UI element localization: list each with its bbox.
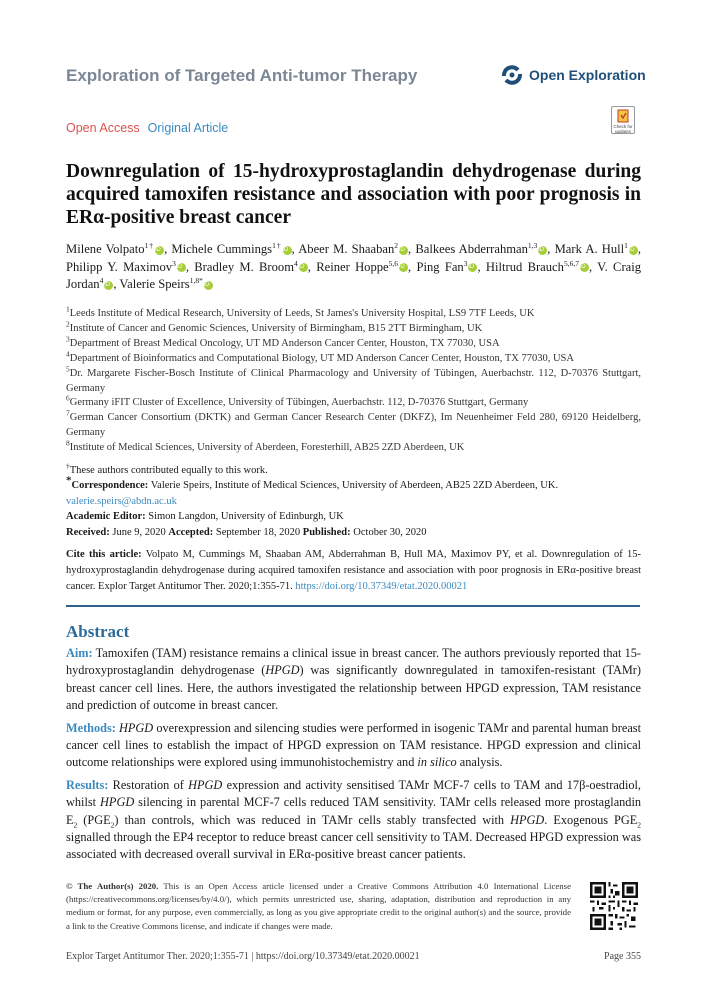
affiliation-item <box>66 393 641 411</box>
aim-label: Aim: <box>66 646 93 660</box>
editor-text: Simon Langdon, University of Edinburgh, UK <box>148 511 344 523</box>
abstract-heading: Abstract <box>66 622 130 641</box>
methods-text-2: analysis. <box>459 755 503 770</box>
author-item: Hiltrud Brauch$^{5,6,7}$iD , <box>485 258 598 274</box>
methods-text-1: overexpression and silencing studies were performed in isogenic TAMr and parental human breast cancer cell lines to establish the impact of HPGD expression on TAM resistance. HPGD expression and clinical outcome relationships were explored using immunohistochemistry and <box>66 720 641 770</box>
affiliation-text: Department of Breast Medical Oncology, UT MD Anderson Cancer Center, Houston, TX 77030, USA <box>69 337 500 349</box>
orcid-icon[interactable]: iD <box>468 263 477 272</box>
author-item: Ping Fan$^3$iD , <box>416 258 486 274</box>
author-item: Michele Cummings$^{1\dagger}$iD , <box>171 240 299 256</box>
author-affiliation-mark: 1,3 <box>527 240 538 250</box>
author-item <box>119 277 212 291</box>
affiliation-text: Dr. Margarete Fischer-Bosch Institute of Clinical Pharmacology and University of Tübingen, Auerbachstr. 112, D-70376 Stuttgart, Germany <box>66 367 641 394</box>
methods-label: Methods: <box>66 720 116 735</box>
editor-label: Academic Editor: <box>66 511 146 523</box>
check-for-updates-button[interactable] <box>611 106 635 134</box>
article-tags <box>66 121 228 135</box>
author-name[interactable]: Ping Fan <box>416 259 464 274</box>
license-statement <box>66 880 571 933</box>
copyright-text: © The Author(s) 2020. <box>66 881 159 891</box>
affiliation-number: 2 <box>66 319 70 329</box>
orcid-icon[interactable]: iD <box>399 263 408 272</box>
affiliation-item <box>66 304 641 322</box>
affiliation-number: 1 <box>66 304 70 314</box>
affiliation-number: 3 <box>66 334 70 344</box>
orcid-icon[interactable]: iD <box>629 246 638 255</box>
open-access-label: Open Access <box>66 121 140 135</box>
author-item: Reiner Hoppe$^{5,6}$iD , <box>316 258 417 274</box>
affiliation-text: Germany iFIT Cluster of Excellence, University of Tübingen, Auerbachstr. 112, D-70376 Stuttgart, Germany <box>69 397 529 409</box>
correspondence-label: Correspondence: <box>71 480 149 492</box>
results-label: Results: <box>66 777 109 792</box>
results-text-6: . Exogenous PGE <box>544 812 638 827</box>
orcid-icon[interactable]: iD <box>538 246 547 255</box>
author-item: Balkees Abderrahman$^{1,3}$iD , <box>415 240 555 256</box>
author-name[interactable]: Mark A. Hull <box>554 242 625 256</box>
affiliation-text: Department of Bioinformatics and Computational Biology, UT MD Anderson Cancer Center, Houston, TX 77030, USA <box>69 352 574 364</box>
dagger-mark: † <box>66 461 70 471</box>
cite-doi-link[interactable]: https://doi.org/10.37349/etat.2020.00021 <box>295 581 468 592</box>
check-for-updates-label: Check for updates <box>613 124 633 134</box>
abstract-methods <box>66 720 641 772</box>
asterisk-mark: * <box>66 474 72 487</box>
author-affiliation-mark: 2 <box>394 240 399 250</box>
orcid-icon[interactable]: iD <box>399 246 408 255</box>
cite-this-article <box>66 547 641 595</box>
author-affiliation-mark: 1 <box>624 240 628 250</box>
aim-text-2: ) was significantly downregulated in tamoxifen-resistant (TAMr) breast cancer cell lines. Here, the authors investigated the relationship between HPGD expression, TAM resistance and prediction of outcome in breast cancer. <box>66 663 641 713</box>
affiliation-text: Leeds Institute of Medical Research, University of Leeds, St James's University Hospital, LS9 7TF Leeds, UK <box>69 308 535 319</box>
methods-gene: HPGD <box>119 720 154 735</box>
license-url-link[interactable]: https://creativecommons.org/licenses/by/4.0/ <box>68 894 227 905</box>
page-number: Page 355 <box>604 951 641 962</box>
article-type-label: Original Article <box>147 121 229 135</box>
section-divider <box>66 605 640 607</box>
orcid-icon[interactable]: iD <box>104 281 113 290</box>
received-label: Received: <box>66 526 110 538</box>
affiliation-number: 5 <box>66 364 70 374</box>
author-item: Philipp Y. Maximov$^3$iD , <box>66 258 195 274</box>
affiliation-item <box>66 364 641 397</box>
results-text-4: (PGE <box>83 812 111 827</box>
correspondence-text: Valerie Speirs, Institute of Medical Sciences, University of Aberdeen, AB25 2ZD Aberdeen, UK. <box>150 480 559 492</box>
aim-gene: HPGD <box>265 663 300 678</box>
author-affiliation-mark: 1† <box>272 240 282 250</box>
publisher-logo[interactable] <box>500 64 646 86</box>
author-name[interactable]: Valerie Speirs <box>119 277 190 291</box>
accepted-label: Accepted: <box>168 526 214 538</box>
author-name[interactable]: Milene Volpato <box>66 242 145 256</box>
abstract-aim <box>66 645 641 715</box>
results-sub-3: 2 <box>637 820 642 830</box>
results-gene-1: HPGD <box>188 777 223 792</box>
results-text-2: expression and activity sensitised TAMr MCF-7 cells to TAM and 17β-oestradiol, whilst <box>66 777 642 810</box>
author-name[interactable]: Philipp Y. Maximov <box>66 259 173 274</box>
equal-contribution-note <box>66 463 641 478</box>
correspondence-email-link[interactable]: valerie.speirs@abdn.ac.uk <box>66 495 177 507</box>
abstract-results <box>66 777 641 864</box>
affiliation-item <box>66 319 641 337</box>
cite-text: Volpato M, Cummings M, Shaaban AM, Abderrahman B, Hull MA, Maximov PY, et al. Downregulation of 15-hydroxyprostaglandin dehydrogenase during acquired tamoxifen resistance and association with poor prognosis in ERα-positive breast cancer. Explor Target Antitumor Ther. 2020;1:355-71. <box>66 549 641 592</box>
results-gene-2: HPGD <box>100 795 135 810</box>
affiliation-text: Institute of Medical Sciences, University of Aberdeen, Foresterhill, AB25 2ZD Aberdeen, UK <box>69 442 465 454</box>
author-affiliation-mark: 3 <box>463 258 468 268</box>
results-text-1: Restoration of <box>112 777 184 792</box>
author-affiliation-mark: 1† <box>144 240 155 250</box>
article-title: Downregulation of 15-hydroxyprostaglandin dehydrogenase during acquired tamoxifen resistance and association with poor prognosis in ERα-positive breast cancer <box>66 161 641 228</box>
author-item: V. Craig Jordan$^4$iD , <box>66 259 642 291</box>
author-list <box>66 241 641 294</box>
author-affiliation-mark: 5,6,7 <box>563 258 579 268</box>
affiliation-item <box>66 349 641 367</box>
results-sub-1: 2 <box>73 820 78 830</box>
author-affiliation-mark: 4 <box>294 258 298 268</box>
orcid-icon[interactable]: iD <box>580 263 589 272</box>
author-name[interactable]: Reiner Hoppe <box>316 259 389 274</box>
accepted-date: September 18, 2020 <box>215 526 301 538</box>
dates <box>66 525 641 540</box>
author-item: Bradley M. Broom$^4$iD , <box>194 258 317 274</box>
orcid-icon[interactable]: iD <box>283 246 292 255</box>
author-affiliation-mark: 5,6 <box>388 258 399 268</box>
affiliation-item <box>66 438 641 456</box>
journal-title: Exploration of Targeted Anti-tumor Therapy <box>66 66 418 85</box>
author-affiliation-mark: 4 <box>99 275 104 285</box>
check-for-updates-icon <box>616 109 630 123</box>
published-label: Published: <box>302 526 351 538</box>
published-date: October 30, 2020 <box>353 526 427 538</box>
article-notes <box>66 463 641 540</box>
results-text-5: ) than controls, which was reduced in TAMr cells stably transfected with <box>114 812 505 827</box>
open-exploration-logo-icon <box>500 64 524 86</box>
methods-insilico: in silico <box>417 755 457 770</box>
license-text-2: ), which permits unrestricted use, sharing, adaptation, distribution and reproduction in any medium or format, for any purpose, even commercially, as long as you give appropriate credit to the original author(s) and the source, provide a link to the Creative Commons license, and indicate if changes were made. <box>66 894 571 931</box>
affiliation-number: 6 <box>66 393 70 403</box>
correspondence <box>66 474 641 509</box>
license-text-1: This is an Open Access article licensed under a Creative Commons Attribution 4.0 International License ( <box>66 881 571 905</box>
author-item: Mark A. Hull$^1$iD , <box>554 240 642 256</box>
footer-citation: Explor Target Antitumor Ther. 2020;1:355-71 | https://doi.org/10.37349/etat.2020.00021 <box>66 951 420 962</box>
author-affiliation-mark: 3 <box>172 258 176 268</box>
author-name[interactable]: Hiltrud Brauch <box>485 259 564 274</box>
author-name[interactable]: Abeer M. Shaaban <box>298 242 395 256</box>
affiliation-item <box>66 334 641 352</box>
publisher-name: Open Exploration <box>529 67 646 83</box>
orcid-icon[interactable]: iD <box>204 281 213 290</box>
author-item: Milene Volpato$^{1\dagger}$iD , <box>66 240 172 256</box>
affiliation-text: German Cancer Consortium (DKTK) and German Cancer Research Center (DKFZ), Im Neuenheimer Feld 280, 69120 Heidelberg, Germany <box>66 412 641 439</box>
orcid-icon[interactable]: iD <box>155 246 164 255</box>
affiliation-item <box>66 408 641 441</box>
abstract-body <box>66 645 641 869</box>
author-name[interactable]: Bradley M. Broom <box>194 259 295 274</box>
author-item: Abeer M. Shaaban$^2$iD , <box>298 240 416 256</box>
equal-note-text: These authors contributed equally to this work. <box>69 465 268 476</box>
affiliations <box>66 304 641 456</box>
affiliation-number: 4 <box>66 349 70 359</box>
results-gene-3: HPGD <box>510 812 545 827</box>
academic-editor <box>66 509 641 524</box>
results-sub-2: 2 <box>110 820 115 830</box>
author-name[interactable]: V. Craig Jordan <box>66 259 642 291</box>
results-text-3: silencing in parental MCF-7 cells reduced TAM sensitivity. TAMr cells released more prostaglandin E <box>66 795 642 827</box>
aim-text-1: Tamoxifen (TAM) resistance remains a clinical issue in breast cancer. The authors previously reported that 15-hydroxyprostaglandin dehydrogenase ( <box>66 646 641 678</box>
qr-code-icon[interactable] <box>590 882 638 930</box>
author-name[interactable]: Michele Cummings <box>171 242 273 256</box>
author-name[interactable]: Balkees Abderrahman <box>415 242 528 256</box>
orcid-icon[interactable]: iD <box>299 263 308 272</box>
affiliation-text: Institute of Cancer and Genomic Sciences, University of Birmingham, B15 2TT Birmingham, UK <box>69 322 483 334</box>
cite-label: Cite this article: <box>66 549 142 560</box>
affiliation-number: 8 <box>66 438 70 448</box>
affiliation-number: 7 <box>66 408 70 418</box>
orcid-icon[interactable]: iD <box>177 263 186 272</box>
received-date: June 9, 2020 <box>112 526 166 538</box>
results-text-7: signalled through the EP4 receptor to reduce breast cancer cell sensitivity to TAM. Decreased HPGD expression was associated with decreased overall survival in ERα-positive breast cancer patients. <box>66 830 641 862</box>
author-affiliation-mark: 1,8* <box>189 275 203 285</box>
